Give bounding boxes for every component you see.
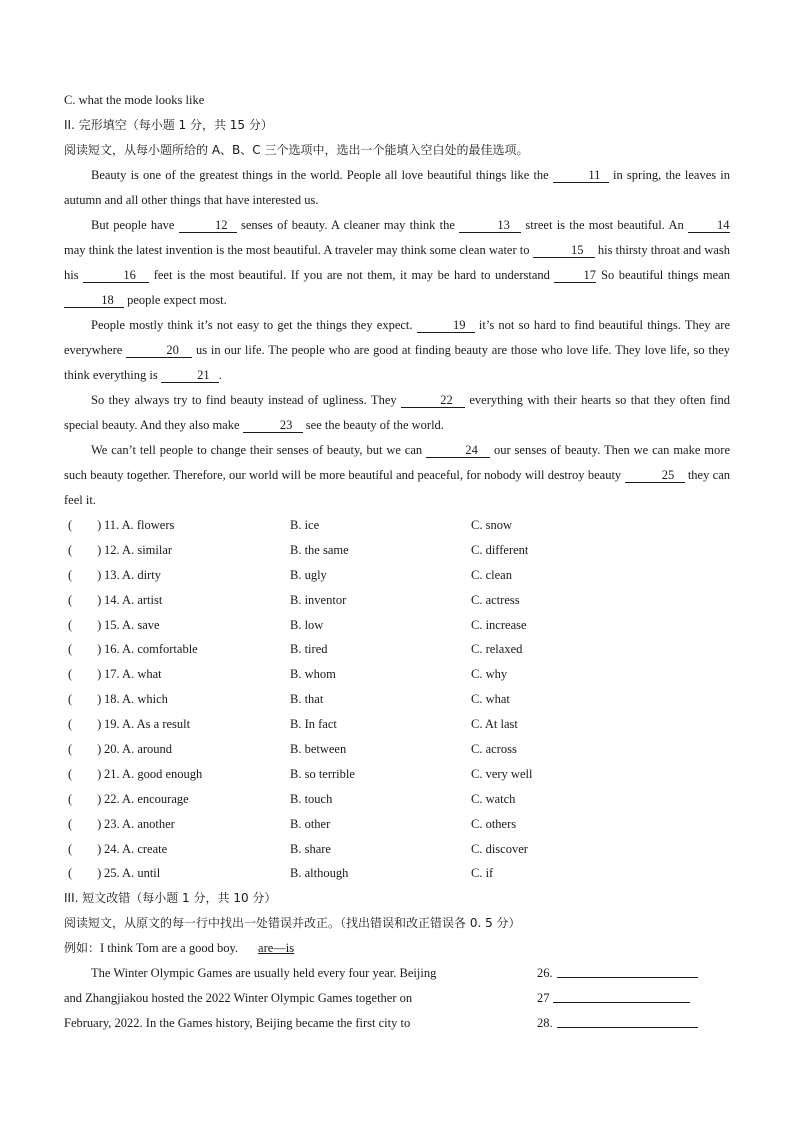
option-c[interactable]: C. what: [471, 692, 510, 707]
option-a[interactable]: 18. A. which: [104, 692, 168, 707]
answer-blank[interactable]: [553, 1002, 690, 1003]
cloze-blank[interactable]: 20: [126, 343, 192, 358]
option-row: [64, 687, 730, 712]
option-c[interactable]: C. snow: [471, 518, 512, 532]
option-c[interactable]: C. across: [471, 742, 517, 757]
cloze-blank[interactable]: 23: [243, 418, 303, 433]
example-sentence: I think Tom are a good boy.: [100, 941, 239, 956]
option-a[interactable]: 15. A. save: [104, 617, 160, 632]
error-correction-text: February, 2022. In the Games history, Beijing became the first city to: [64, 1016, 411, 1031]
answer-blank[interactable]: [557, 977, 698, 978]
answer-bracket[interactable]: ( ): [68, 717, 102, 732]
passage-text: We can’t tell people to change their senses of beauty, but we can: [91, 443, 427, 457]
cloze-paragraph-4: [64, 388, 730, 438]
cloze-blank[interactable]: 11: [553, 168, 609, 183]
option-a[interactable]: 11. A. flowers: [104, 518, 175, 532]
passage-text: it’s not so hard to find beautiful things. They are everywhere: [64, 318, 730, 357]
passage-text: they can feel it.: [64, 468, 731, 507]
option-c[interactable]: C. if: [471, 866, 494, 881]
passage-text: us in our life. The people who are good at finding beauty are those who love life. They love life, so they think everything is: [64, 343, 731, 382]
passage-text: feet is the most beautiful. If you are not them, it may be hard to understand: [149, 268, 555, 282]
example-line: [64, 936, 730, 961]
option-b[interactable]: B. inventor: [290, 592, 347, 607]
option-row: [64, 662, 730, 687]
option-a[interactable]: 12. A. similar: [104, 542, 173, 557]
option-a[interactable]: 22. A. encourage: [104, 791, 189, 806]
section-2-heading: II. 完形填空（每小题 1 分，共 15 分）: [64, 118, 273, 132]
cloze-paragraph-3: [64, 313, 730, 388]
option-c[interactable]: C. different: [471, 542, 529, 557]
section-3-instruction: 阅读短文，从原文的每一行中找出一处错误并改正。（找出错误和改正错误各 0. 5 分）: [64, 916, 521, 931]
cloze-blank[interactable]: 22: [401, 393, 465, 408]
answer-bracket[interactable]: ( ): [68, 692, 102, 707]
option-c[interactable]: C. others: [471, 816, 517, 831]
answer-bracket[interactable]: ( ): [68, 642, 102, 657]
cloze-blank[interactable]: 12: [179, 218, 237, 233]
option-row: [64, 513, 730, 538]
passage-text: street is the most beautiful. An: [521, 218, 688, 232]
option-row: [64, 637, 730, 662]
option-c[interactable]: C. At last: [471, 717, 518, 732]
answer-bracket[interactable]: ( ): [68, 567, 102, 582]
answer-bracket[interactable]: ( ): [68, 617, 102, 632]
error-correction-text: and Zhangjiakou hosted the 2022 Winter Olympic Games together on: [64, 991, 413, 1006]
cloze-blank[interactable]: 14: [688, 218, 730, 233]
options-list: [64, 513, 730, 886]
section-3-heading: III. 短文改错（每小题 1 分，共 10 分）: [64, 891, 277, 906]
option-b[interactable]: B. In fact: [290, 717, 337, 732]
answer-bracket[interactable]: ( ): [68, 742, 102, 757]
option-c[interactable]: C. increase: [471, 617, 527, 632]
option-row: [64, 837, 730, 862]
option-a[interactable]: 19. A. As a result: [104, 717, 191, 732]
passage-text: Beauty is one of the greatest things in the world. People all love beautiful things like the: [91, 168, 553, 182]
option-b[interactable]: B. whom: [290, 667, 336, 682]
cloze-blank[interactable]: 13: [459, 218, 521, 233]
cloze-paragraph-2: [64, 213, 730, 313]
option-row: [64, 737, 730, 762]
section-2-instruction: 阅读短文，从每小题所给的 A、B、C 三个选项中，选出一个能填入空白处的最佳选项。: [64, 143, 529, 157]
option-a[interactable]: 20. A. around: [104, 742, 173, 757]
answer-bracket[interactable]: ( ): [68, 816, 102, 831]
previous-question-option: C. what the mode looks like: [64, 93, 205, 107]
passage-text: But people have: [91, 218, 179, 232]
option-a[interactable]: 17. A. what: [104, 667, 162, 682]
option-b[interactable]: B. the same: [290, 542, 349, 557]
option-row: [64, 712, 730, 737]
answer-bracket[interactable]: ( ): [68, 542, 102, 557]
answer-bracket[interactable]: ( ): [68, 841, 102, 856]
answer-number: 26.: [537, 966, 553, 981]
option-c[interactable]: C. discover: [471, 841, 528, 856]
option-a[interactable]: 13. A. dirty: [104, 567, 161, 582]
option-row: [64, 762, 730, 787]
passage-text: may think the latest invention is the most beautiful. A traveler may think some clean water to: [64, 243, 533, 257]
option-b[interactable]: B. other: [290, 816, 331, 831]
answer-bracket[interactable]: ( ): [68, 667, 102, 682]
passage-text: senses of beauty. A cleaner may think the: [236, 218, 460, 232]
option-b[interactable]: B. between: [290, 742, 347, 757]
option-a[interactable]: 14. A. artist: [104, 592, 163, 607]
cloze-paragraph-5: [64, 438, 730, 513]
option-b[interactable]: B. although: [290, 866, 349, 881]
option-c[interactable]: C. clean: [471, 567, 512, 582]
worksheet-page: [64, 88, 730, 1036]
option-c[interactable]: C. relaxed: [471, 642, 523, 657]
passage-text: see the beauty of the world.: [302, 418, 444, 432]
cloze-paragraph-1: [64, 163, 730, 213]
passage-text: So beautiful things mean: [596, 268, 730, 282]
answer-bracket[interactable]: ( ): [68, 866, 102, 881]
passage-text: everything with their hearts so that they often find special beauty. And they also make: [64, 393, 730, 432]
passage-text: in spring, the leaves in autumn and all other things that have interested us.: [64, 168, 730, 207]
option-row: [64, 861, 730, 886]
option-b[interactable]: B. so terrible: [290, 766, 355, 781]
cloze-blank[interactable]: 21: [161, 368, 219, 383]
answer-number: 28.: [537, 1016, 553, 1031]
option-b[interactable]: B. touch: [290, 791, 333, 806]
error-correction-line: [64, 986, 730, 1011]
cloze-blank[interactable]: 17: [554, 268, 596, 283]
option-c[interactable]: C. watch: [471, 791, 516, 806]
option-row: [64, 787, 730, 812]
example-prefix: 例如：: [64, 941, 101, 956]
passage-text: So they always try to find beauty instead of ugliness. They: [91, 393, 401, 407]
answer-number: 27: [537, 991, 550, 1006]
option-b[interactable]: B. ugly: [290, 567, 327, 582]
option-row: [64, 588, 730, 613]
option-a[interactable]: 16. A. comfortable: [104, 642, 198, 657]
option-row: [64, 613, 730, 638]
option-b[interactable]: B. that: [290, 692, 324, 707]
passage-text: people expect most.: [124, 293, 227, 307]
option-a[interactable]: 21. A. good enough: [104, 766, 203, 781]
cloze-blank[interactable]: 24: [426, 443, 490, 458]
passage-text: People mostly think it’s not easy to get the things they expect.: [91, 318, 417, 332]
option-a[interactable]: 25. A. until: [104, 866, 161, 881]
option-c[interactable]: C. why: [471, 667, 508, 682]
option-c[interactable]: C. very well: [471, 766, 533, 781]
answer-blank[interactable]: [557, 1027, 698, 1028]
cloze-blank[interactable]: 15: [533, 243, 595, 258]
answer-bracket[interactable]: ( ): [68, 592, 102, 607]
option-row: [64, 812, 730, 837]
answer-bracket[interactable]: ( ): [68, 791, 102, 806]
option-b[interactable]: B. tired: [290, 642, 328, 657]
option-b[interactable]: B. low: [290, 617, 324, 632]
example-answer: are—is: [258, 941, 295, 956]
answer-bracket[interactable]: ( ): [68, 766, 102, 781]
cloze-blank[interactable]: 25: [625, 468, 685, 483]
option-b[interactable]: B. share: [290, 841, 331, 856]
option-c[interactable]: C. actress: [471, 592, 520, 607]
option-row: [64, 563, 730, 588]
cloze-blank[interactable]: 16: [83, 268, 149, 283]
option-a[interactable]: 23. A. another: [104, 816, 175, 831]
error-correction-text: The Winter Olympic Games are usually held every four year. Beijing: [91, 966, 437, 981]
passage-text: our senses of beauty. Then we can make more such beauty together. Therefore, our world will be more beautiful and peaceful, for nobody will destroy beauty: [64, 443, 730, 482]
cloze-blank[interactable]: 18: [64, 293, 124, 308]
option-a[interactable]: 24. A. create: [104, 841, 168, 856]
option-b[interactable]: B. ice: [290, 518, 320, 532]
passage-text: his thirsty throat and wash his: [64, 243, 730, 282]
cloze-blank[interactable]: 19: [417, 318, 475, 333]
error-correction-line: [64, 961, 730, 986]
passage-text: .: [218, 368, 222, 382]
answer-bracket[interactable]: ( ): [68, 518, 102, 532]
error-correction-line: [64, 1011, 730, 1036]
option-row: [64, 538, 730, 563]
